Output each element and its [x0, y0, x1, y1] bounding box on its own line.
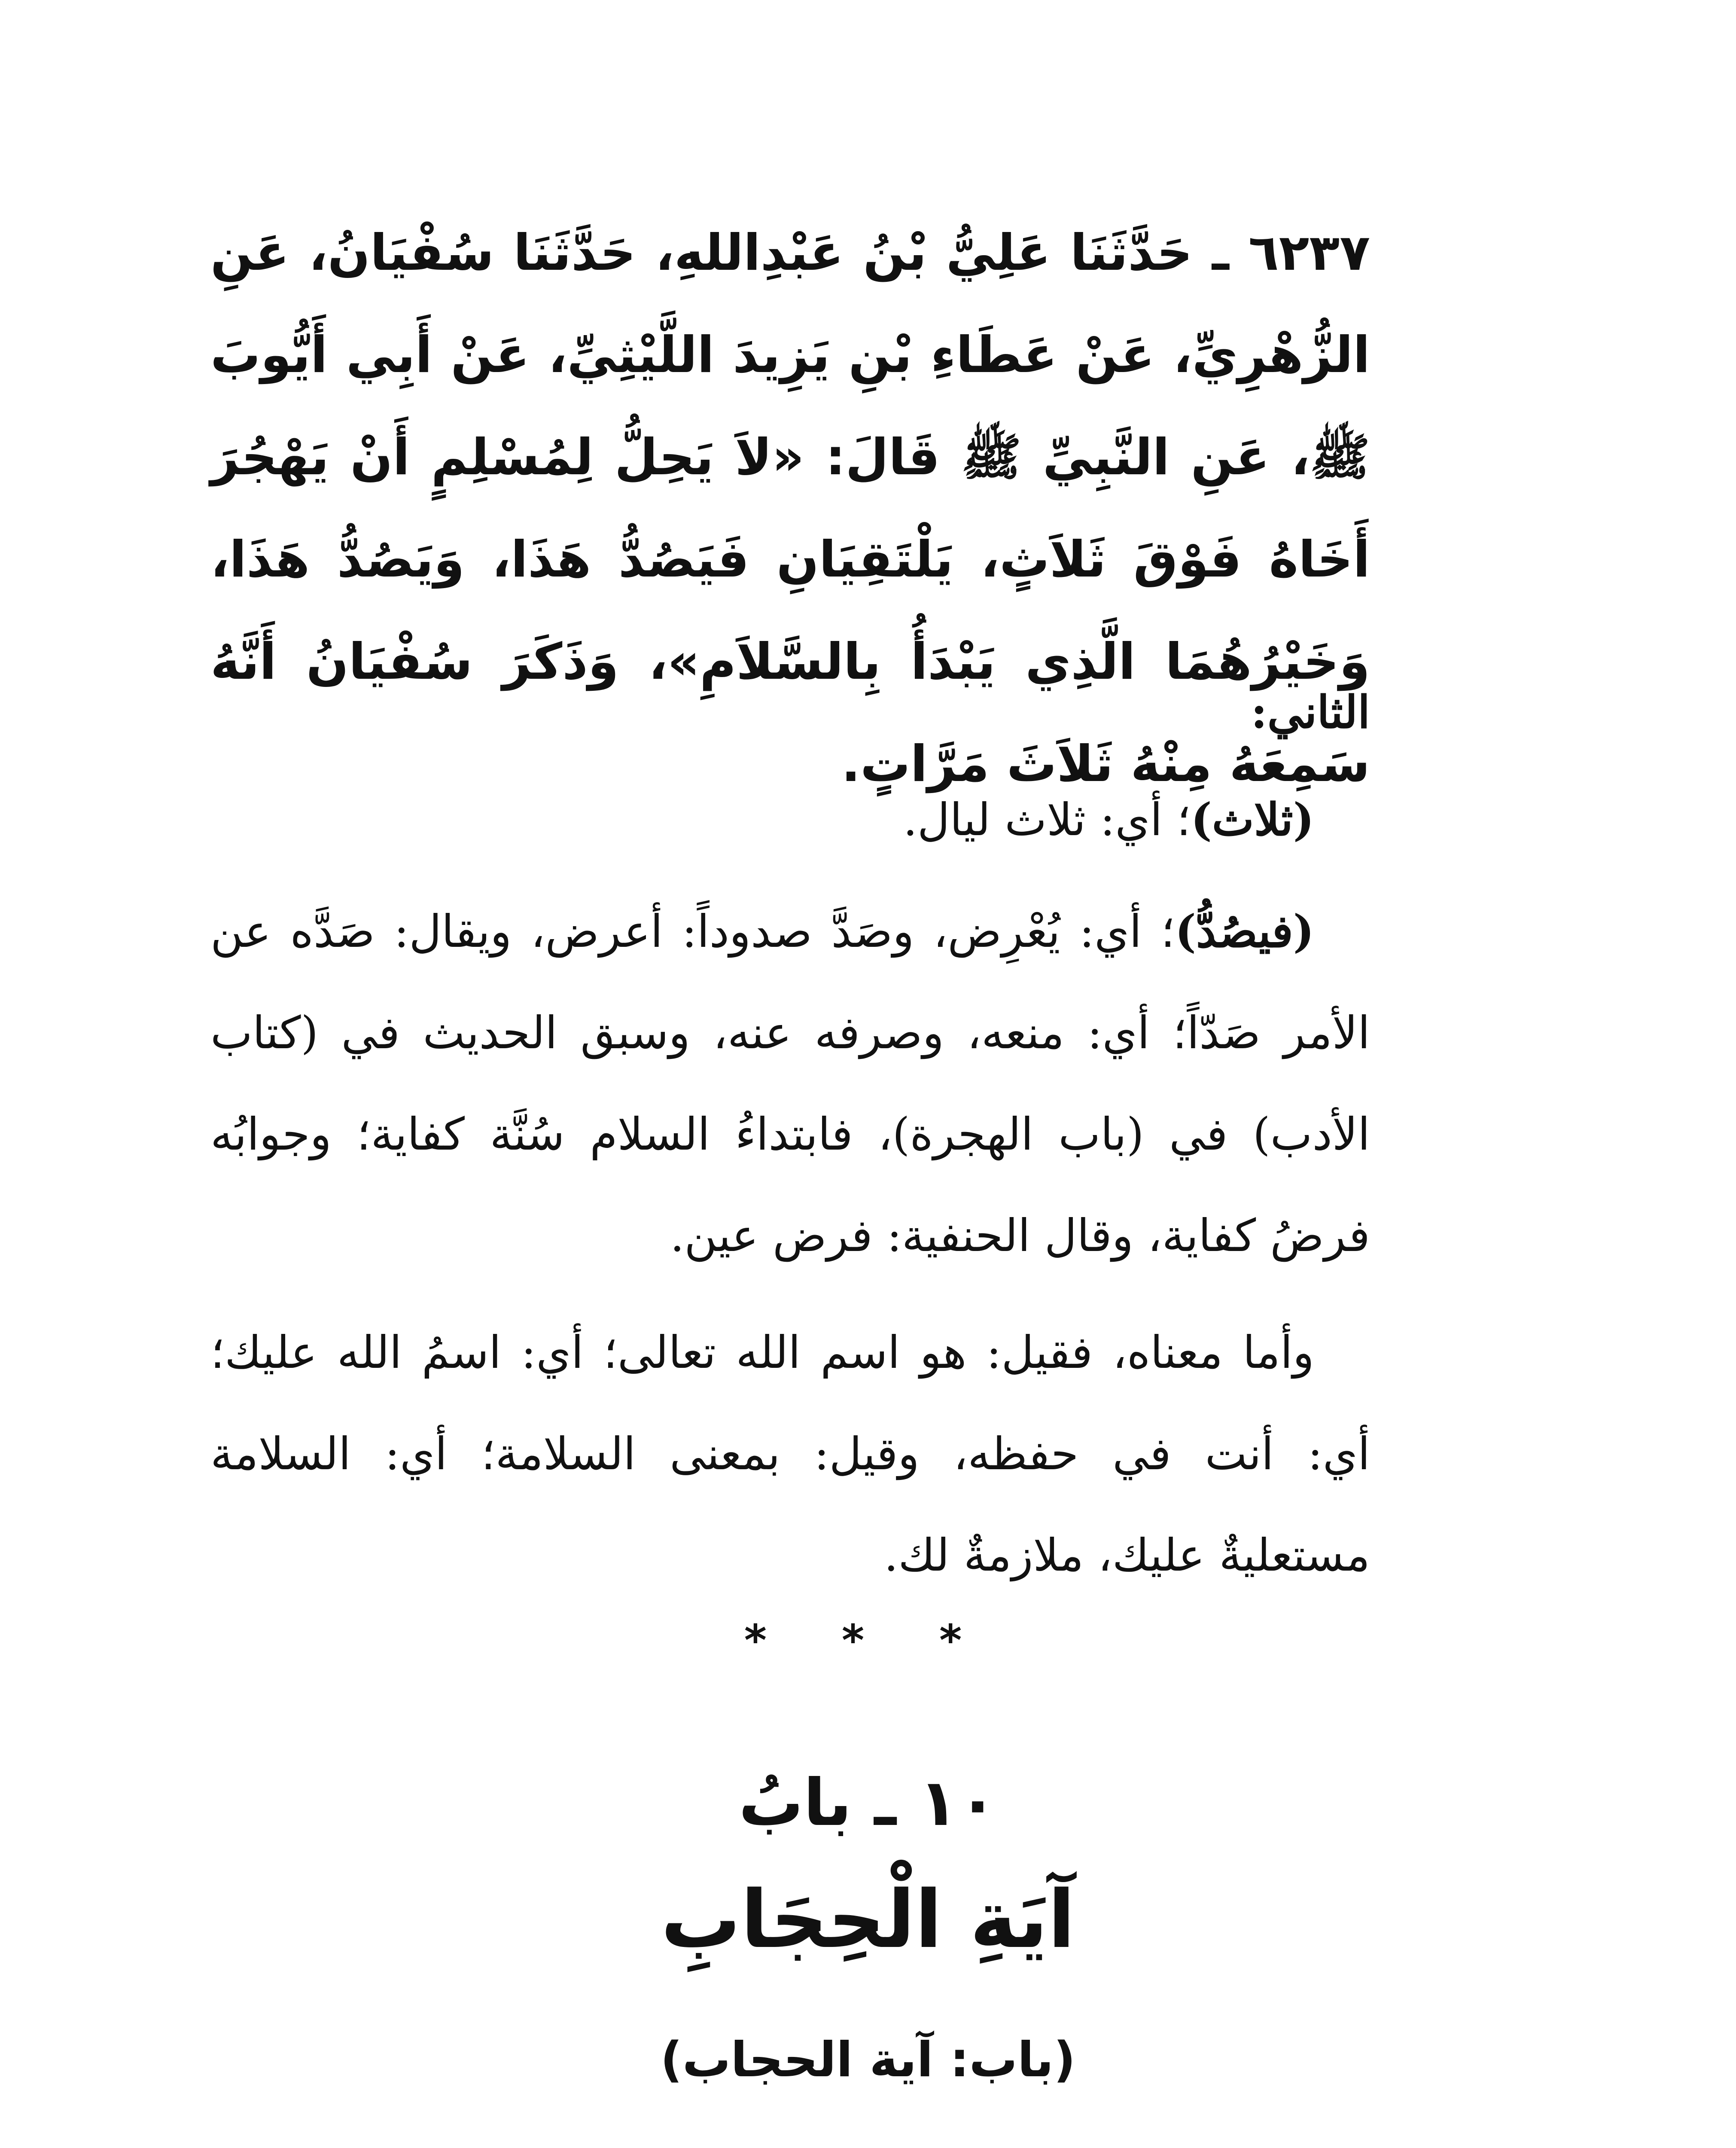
definition-thalath: ؛ أي: ثلاث ليال.: [903, 793, 1191, 846]
section-separator: * * *: [744, 1615, 992, 1666]
term-thalath: (ثلاث): [1191, 793, 1314, 846]
term-fayasuddu: (فيصُدُّ): [1175, 905, 1314, 958]
hadith-6237-text: ٦٢٣٧ ـ حَدَّثَنَا عَلِيُّ بْنُ عَبْدِاللهِ، حَدَّثَنَا سُفْيَانُ، عَنِ الزُّهْرِيِّ، عَنْ عَطَاءِ بْنِ يَزِيدَ اللَّيْثِيِّ، عَنْ أَبِي أَيُّوبَ ﷺ، عَنِ النَّبِيِّ ﷺ قَالَ: «لاَ يَحِلُّ لِمُسْلِمٍ أَنْ يَهْجُرَ أَخَاهُ فَوْقَ ثَلاَثٍ، يَلْتَقِيَانِ فَيَصُدُّ هَذَا، وَيَصُدُّ هَذَا، وَخَيْرُهُمَا الَّذِي يَبْدَأُ بِالسَّلاَمِ»، وَذَكَرَ سُفْيَانُ أَنَّهُ سَمِعَهُ مِنْهُ ثَلاَثَ مَرَّاتٍ.: [210, 224, 1370, 793]
commentary-heading: الثاني:: [1251, 686, 1370, 738]
chapter-number: ١٠ ـ بابُ: [738, 1766, 998, 1840]
chapter-subtitle: (باب: آية الحجاب): [660, 2032, 1076, 2088]
definition-fayasuddu: ؛ أي: يُعْرِض، وصَدَّ صدوداً: أعرض، ويقال: صَدَّه عن الأمر صَدّاً؛ أي: منعه، وصرفه عنه، وسبق الحديث في (كتاب الأدب) في (باب الهجرة)، فابتداءُ السلام سُنَّة كفاية؛ وجوابُه فرضُ كفاية، وقال الحنفية: فرض عين.: [210, 905, 1370, 1262]
chapter-title: آيَةِ الْحِجَابِ: [661, 1873, 1075, 1966]
commentary-paragraph-1: [210, 769, 1370, 870]
commentary-paragraph-3: وأما معناه، فقيل: هو اسم الله تعالى؛ أي: اسمُ الله عليك؛ أي: أنت في حفظه، وقيل: بمعنى السلامة؛ أي: السلامة مستعليةٌ عليك، ملازمةٌ لك.: [210, 1326, 1370, 1581]
commentary-paragraph-2: [210, 881, 1370, 1286]
